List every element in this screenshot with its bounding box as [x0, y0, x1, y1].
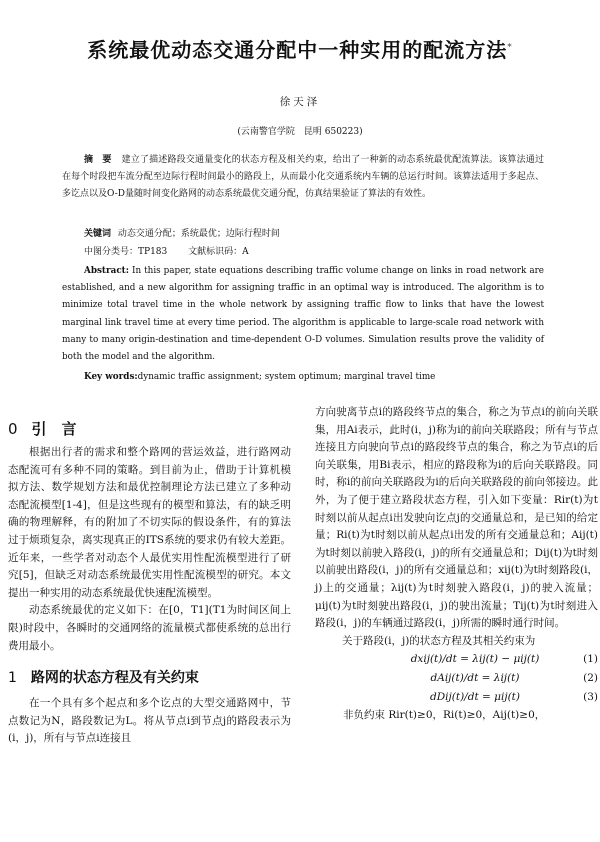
keywords-english [84, 372, 435, 382]
equation-3 [315, 688, 598, 707]
equation-number: (1) [583, 653, 598, 666]
equations-intro: 关于路段(i，j)的状态方程及其相关约束为 [342, 634, 536, 647]
abstract-text: 建立了描述路段交通量变化的状态方程及相关约束，给出了一种新的动态系统最优配流算法。该算法通过在每个时段把车流分配至边际行程时间最小的路段上，从而最小化交通系统内车辆的总运行时间。该算法适用于多起点、多讫点以及O-D量随时间变化路网的动态系统最优交通分配，仿真结果验证了算法的有效性。 [62, 155, 544, 200]
constraint-line: 非负约束 Rir(t)≥0，Ri(t)≥0，Aij(t)≥0， [343, 709, 546, 722]
keywords-en-label: Key words: [84, 372, 138, 382]
doc-code-value: A [242, 247, 249, 257]
keywords-text: 动态交通分配；系统最优；边际行程时间 [117, 229, 280, 239]
paper-title [0, 34, 600, 63]
title-footnote-mark: * [507, 42, 513, 53]
section-0-heading [8, 414, 291, 444]
section-0-paragraph: 动态系统最优的定义如下：在[0，T1](T1为时间区间上限)时段中，各瞬时的交通网络的流量模式都使系统的总出行费用最小。 [8, 604, 291, 652]
left-column [8, 414, 291, 748]
keywords-chinese [84, 226, 280, 239]
section-1-title: 路网的状态方程及有关约束 [30, 670, 199, 687]
equation-formula: dxij(t)/dt = λij(t) − μij(t) [410, 653, 540, 666]
section-1-paragraph: 在一个具有多个起点和多个讫点的大型交通路网中，节点数记为N，路段数记为L。将从节点i到节点j的路段表示为(i，j)，所有与节点i连接且 [8, 697, 291, 745]
section-0-title: 引 言 [31, 420, 77, 438]
clc-value: TP183 [138, 247, 168, 257]
section-1-number: 1 [8, 670, 17, 687]
abstract-chinese [62, 152, 544, 204]
section-0-paragraph: 根据出行者的需求和整个路网的营运效益，进行路网动态配流可有多种不同的策略。到目前为止，借助于计算机模拟方法、数学规划方法和最优控制理论方法已建立了多种动态配流模型[1-4]，但是这些现有的模型和算法，有的缺乏明确的物理解释，有的附加了不切实际的假设条件，有的算法过于烦琐复杂，离实现真正的ITS系统的要求仍有较大差距。近年来，一些学者对动态个人最优实用性配流模型进行了研究[5]，但缺乏对动态系统最优实用性配流模型的研究。本文提出一种实用的动态系统最优快速配流模型。 [8, 446, 291, 599]
abstract-label: 摘 要 [84, 155, 112, 165]
doc-code-label: 文献标识码： [188, 247, 243, 257]
clc-label: 中图分类号： [84, 247, 139, 257]
affiliation: (云南警官学院 昆明 650223) [237, 127, 363, 137]
section-0-number: 0 [8, 420, 18, 438]
equation-formula: dAij(t)/dt = λij(t) [430, 672, 520, 685]
classification-line [84, 244, 249, 257]
section-1-heading [8, 661, 291, 695]
equation-1 [315, 650, 598, 669]
equation-2 [315, 669, 598, 688]
author: 徐天泽 [279, 96, 321, 108]
equation-number: (3) [583, 691, 598, 704]
abstract-english [62, 263, 544, 366]
right-paragraph: 方向驶离节点i的路段终节点的集合，称之为节点i的前向关联集，用Ai表示，此时(i，j)称为i的前向关联路段；所有与节点连接且方向驶向节点i的路段终节点的集合，称之为节点i的后向关联集，用Bi表示，相应的路段称为i的后向关联路段。同时，称i的前向关联路段为i的后向关联路段的前向邻接边。此外，为了便于建立路段状态方程，引入如下变量：Rir(t)为t时刻以前从起点i出发驶向讫点j的交通量总和，是已知的给定量；Ri(t)为t时刻以前从起点i出发的所有交通量总和；Aij(t)为t时刻以前驶入路段(i，j)的所有交通量总和；Dij(t)为t时刻以前驶出路段(i，j)的所有交通量总和；xij(t)为t时刻路段(i，j)上的交通量；λij(t)为t时刻驶入路段(i，j)的驶入流量；μij(t)为t时刻驶出路段(i，j)的驶出流量；Tij(t)为t时刻进入路段(i，j)的车辆通过路段(i，j)所需的瞬时通行时间。 [315, 406, 598, 630]
keywords-en-text: dynamic traffic assignment; system optimum; marginal travel time [137, 372, 436, 382]
equation-formula: dDij(t)/dt = μij(t) [430, 691, 520, 704]
equation-number: (2) [583, 672, 598, 685]
title-text: 系统最优动态交通分配中一种实用的配流方法 [87, 38, 508, 62]
right-column [315, 404, 598, 725]
keywords-label: 关键词 [84, 229, 112, 239]
abstract-en-label: Abstract: [84, 266, 129, 276]
abstract-en-text: In this paper, state equations describing traffic volume change on links in road network are established, and a new algorithm for assigning traffic in an optimal way is introduced. The algorithm is to minimize total travel time in the whole network by assigning traffic flow to links that have the lowest marginal link travel time at every time period. The algorithm is applicable to large-scale road network with many to many origin-destination and time-dependent O-D volumes. Simulation results prove the validity of both the model and the algorithm. [62, 266, 544, 363]
